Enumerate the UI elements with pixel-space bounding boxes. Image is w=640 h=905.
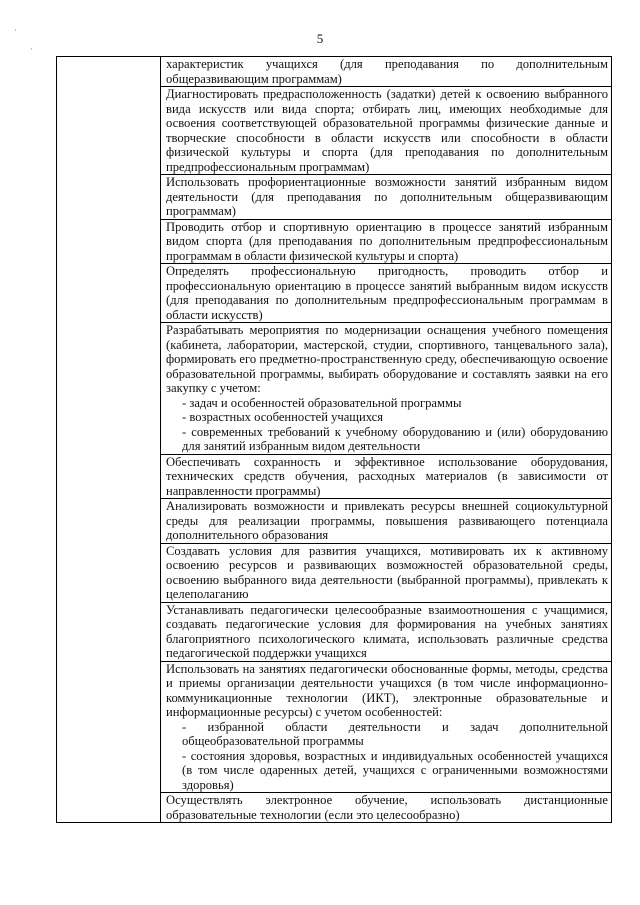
- list-item: - задач и особенностей образовательной программы: [182, 395, 462, 410]
- table-cell: Использовать профориентационные возможности занятий избранным видом деятельности (для преподавания по дополнительным общеразвивающим программам): [161, 175, 612, 220]
- table-cell: Осуществлять электронное обучение, использовать дистанционные образовательные технологии (если это целесообразно): [161, 793, 612, 823]
- cell-intro: Разрабатывать мероприятия по модернизации оснащения учебного помещения (кабинета, лаборатории, мастерской, студии, спортивного, танцевального зала), формировать его предметно-пространственную среду, обеспечивающую освоение образовательной программы, выбирать оборудование и составлять заявки на его закупку с учетом:: [166, 323, 608, 395]
- requirements-table: [56, 56, 612, 823]
- table-cell: Проводить отбор и спортивную ориентацию в процессе занятий избранным видом спорта (для преподавания по дополнительным предпрофессиональным программам в области физической культуры и спорта): [161, 219, 612, 264]
- list-item: - избранной области деятельности и задач дополнительной общеобразовательной программы: [182, 719, 608, 748]
- list-item: - возрастных особенностей учащихся: [182, 410, 384, 424]
- table-cell: [161, 661, 612, 793]
- scan-mark: ·: [14, 26, 17, 35]
- table-cell: Создавать условия для развития учащихся, мотивировать их к активному освоению ресурсов и развивающих возможностей образовательной среды, освоению выбранного вида деятельности (выбранной программы), привлекать к целеполаганию: [161, 543, 612, 602]
- table-cell: характеристик учащихся (для преподавания по дополнительным общеразвивающим программам): [161, 57, 612, 87]
- table-cell: Анализировать возможности и привлекать ресурсы внешней социокультурной среды для реализации программы, повышения развивающего потенциала дополнительного образования: [161, 499, 612, 544]
- table-cell: Диагностировать предрасположенность (задатки) детей к освоению выбранного вида искусств или вида спорта; отбирать лиц, имеющих необходимые для освоения соответствующей образовательной программы физические данные и творческие способности в области искусств или способности в области физической культуры и спорта (для преподавания по дополнительным предпрофессиональным программам): [161, 87, 612, 175]
- scan-mark: ·: [30, 45, 33, 54]
- left-cell: [57, 57, 161, 823]
- table-cell: Определять профессиональную пригодность, проводить отбор и профессиональную ориентацию в процессе занятий выбранным видом искусств (для преподавания по дополнительным предпрофессиональным программам в области искусств): [161, 264, 612, 323]
- list-item: - современных требований к учебному оборудованию и (или) оборудованию для занятий избранным видом деятельности: [182, 424, 608, 453]
- table-cell: Устанавливать педагогически целесообразные взаимоотношения с учащимися, создавать педагогические условия для формирования на учебных занятиях благоприятного психологического климата, использовать различные средства педагогической поддержки учащихся: [161, 602, 612, 661]
- table-row: [57, 57, 612, 87]
- page-number: 5: [316, 31, 324, 46]
- list-item: - состояния здоровья, возрастных и индивидуальных особенностей учащихся (в том числе одаренных детей, учащихся с ограниченными возможностями здоровья): [182, 748, 608, 792]
- table-cell: Обеспечивать сохранность и эффективное использование оборудования, технических средств обучения, расходных материалов (в зависимости от направленности программы): [161, 454, 612, 499]
- cell-intro: Использовать на занятиях педагогически обоснованные формы, методы, средства и приемы организации деятельности учащихся (в том числе информационно-коммуникационные технологии (ИКТ), электронные образовательные и информационные ресурсы) с учетом особенностей:: [166, 661, 608, 719]
- table-cell: [161, 323, 612, 455]
